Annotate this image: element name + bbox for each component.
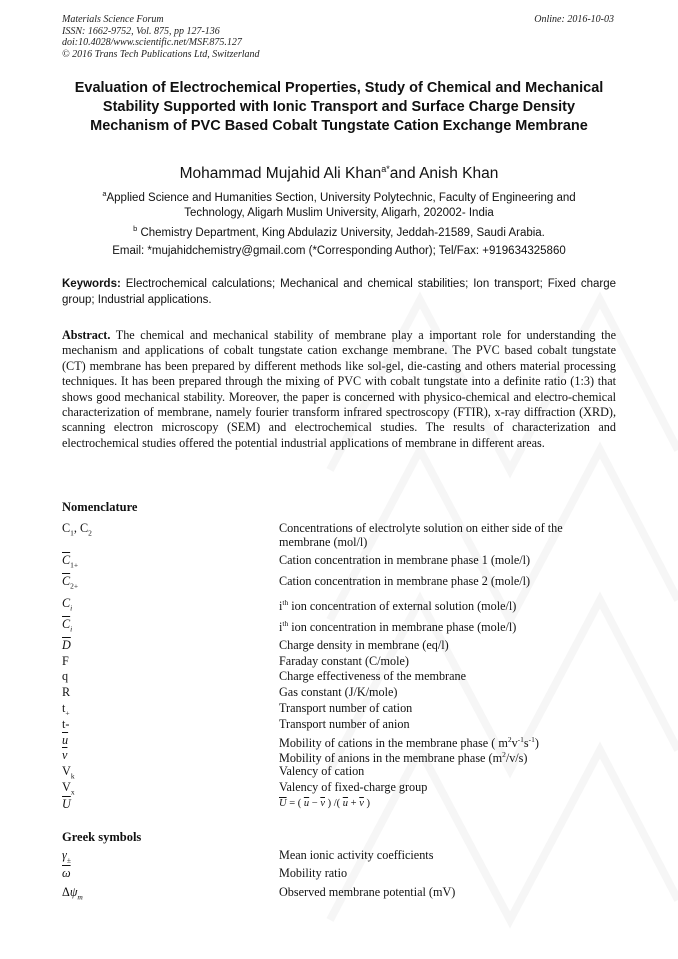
author-1: Mohammad Mujahid Ali Khan	[179, 165, 382, 183]
symbol: $\Delta\psi_m$	[62, 885, 83, 902]
symbol: $\gamma_\pm$	[62, 848, 71, 865]
u-formula: $\overline{U}$ = ( $\overline{u} - \overline{v}$ ) /( $\overline{u} + \overline{v}$ )	[279, 798, 370, 809]
copyright: © 2016 Trans Tech Publications Ltd, Switzerland	[62, 48, 260, 60]
symbol: $\overline{C}_i$	[62, 617, 73, 634]
journal-info	[62, 14, 260, 60]
journal-name: Materials Science Forum	[62, 14, 164, 25]
symbol: $\overline{C}_{1+}$	[62, 553, 79, 570]
author-email: Email: *mujahidchemistry@gmail.com (*Corresponding Author); Tel/Fax: +919634325860	[112, 245, 566, 257]
symbol: t-	[62, 717, 70, 731]
abstract-label: Abstract.	[62, 328, 111, 342]
symbol: $\overline{U}$	[62, 797, 71, 811]
keywords-text: Electrochemical calculations; Mechanical and chemical stabilities; Ion transport; Fixed charge group; Industrial applications.	[62, 278, 616, 306]
author-1-affil: a*	[381, 164, 390, 174]
symbol: $V_k$	[62, 764, 75, 781]
symbol: $\overline{D}$	[62, 638, 71, 652]
issn: ISSN: 1662-9752, Vol. 875, pp 127-136	[62, 25, 220, 37]
symbol: $t_+$	[62, 701, 70, 718]
authors	[62, 159, 616, 184]
doi: doi:10.4028/www.scientific.net/MSF.875.127	[62, 37, 242, 48]
symbol: $V_x$	[62, 780, 75, 797]
symbol: F	[62, 654, 69, 668]
abstract-text: The chemical and mechanical stability of membrane play a important role for understanding the mechanism and applications of cobalt tungstate cation exchange membrane. The PVC based cobalt tungstate (CT) membrane has been prepared by different methods like sol-gel, die-casting and others material processing techniques. It has been prepared through the mixing of PVC with cobalt tungstate into a definite ratio (1:3) that shows good mechanical stability. Moreover, the paper is concerned with physico-chemical and electro-chemical characterization of membrane, namely fourier transform infrared spectroscopy (FTIR), x-ray diffraction (XRD), scanning electron microscopy (SEM) and electrochemical studies. The results of characterization and electrochemical studies offered the potential industrial applications of membrane in different areas.	[62, 328, 616, 450]
affiliation-a: $^a$Applied Science and Humanities Section, University Polytechnic, Faculty of Engineering and Technology, Aligarh Muslim University, Aligarh, 202002- India	[102, 189, 576, 219]
author-2: and Anish Khan	[389, 165, 499, 183]
symbol: R	[62, 685, 71, 699]
nomenclature-heading: Nomenclature	[62, 500, 138, 514]
affiliation-b: $^b$ Chemistry Department, King Abdulaziz University, Jeddah-21589, Saudi Arabia.	[133, 224, 545, 239]
symbol: $C_i$	[62, 596, 73, 613]
symbol: q	[62, 669, 69, 683]
online-date: Online: 2016-10-03	[534, 14, 614, 25]
symbol: $\overline{\omega}$	[62, 866, 71, 880]
symbol: $C_1$, $C_2$	[62, 521, 92, 538]
symbol: $\overline{C}_{2+}$	[62, 574, 79, 591]
symbol: $\overline{u}$	[62, 733, 69, 747]
paper-title: Evaluation of Electrochemical Properties, Study of Chemical and Mechanical Stability Supported with Ionic Transport and Surface Charge Density Mechanism of PVC Based Cobalt Tungstate Cation Exchange Membrane	[74, 80, 604, 134]
symbol: $\overline{v}$	[62, 748, 68, 762]
abstract	[62, 328, 616, 451]
keywords-label: Keywords:	[62, 278, 121, 290]
keywords	[62, 277, 616, 308]
greek-heading: Greek symbols	[62, 830, 142, 844]
